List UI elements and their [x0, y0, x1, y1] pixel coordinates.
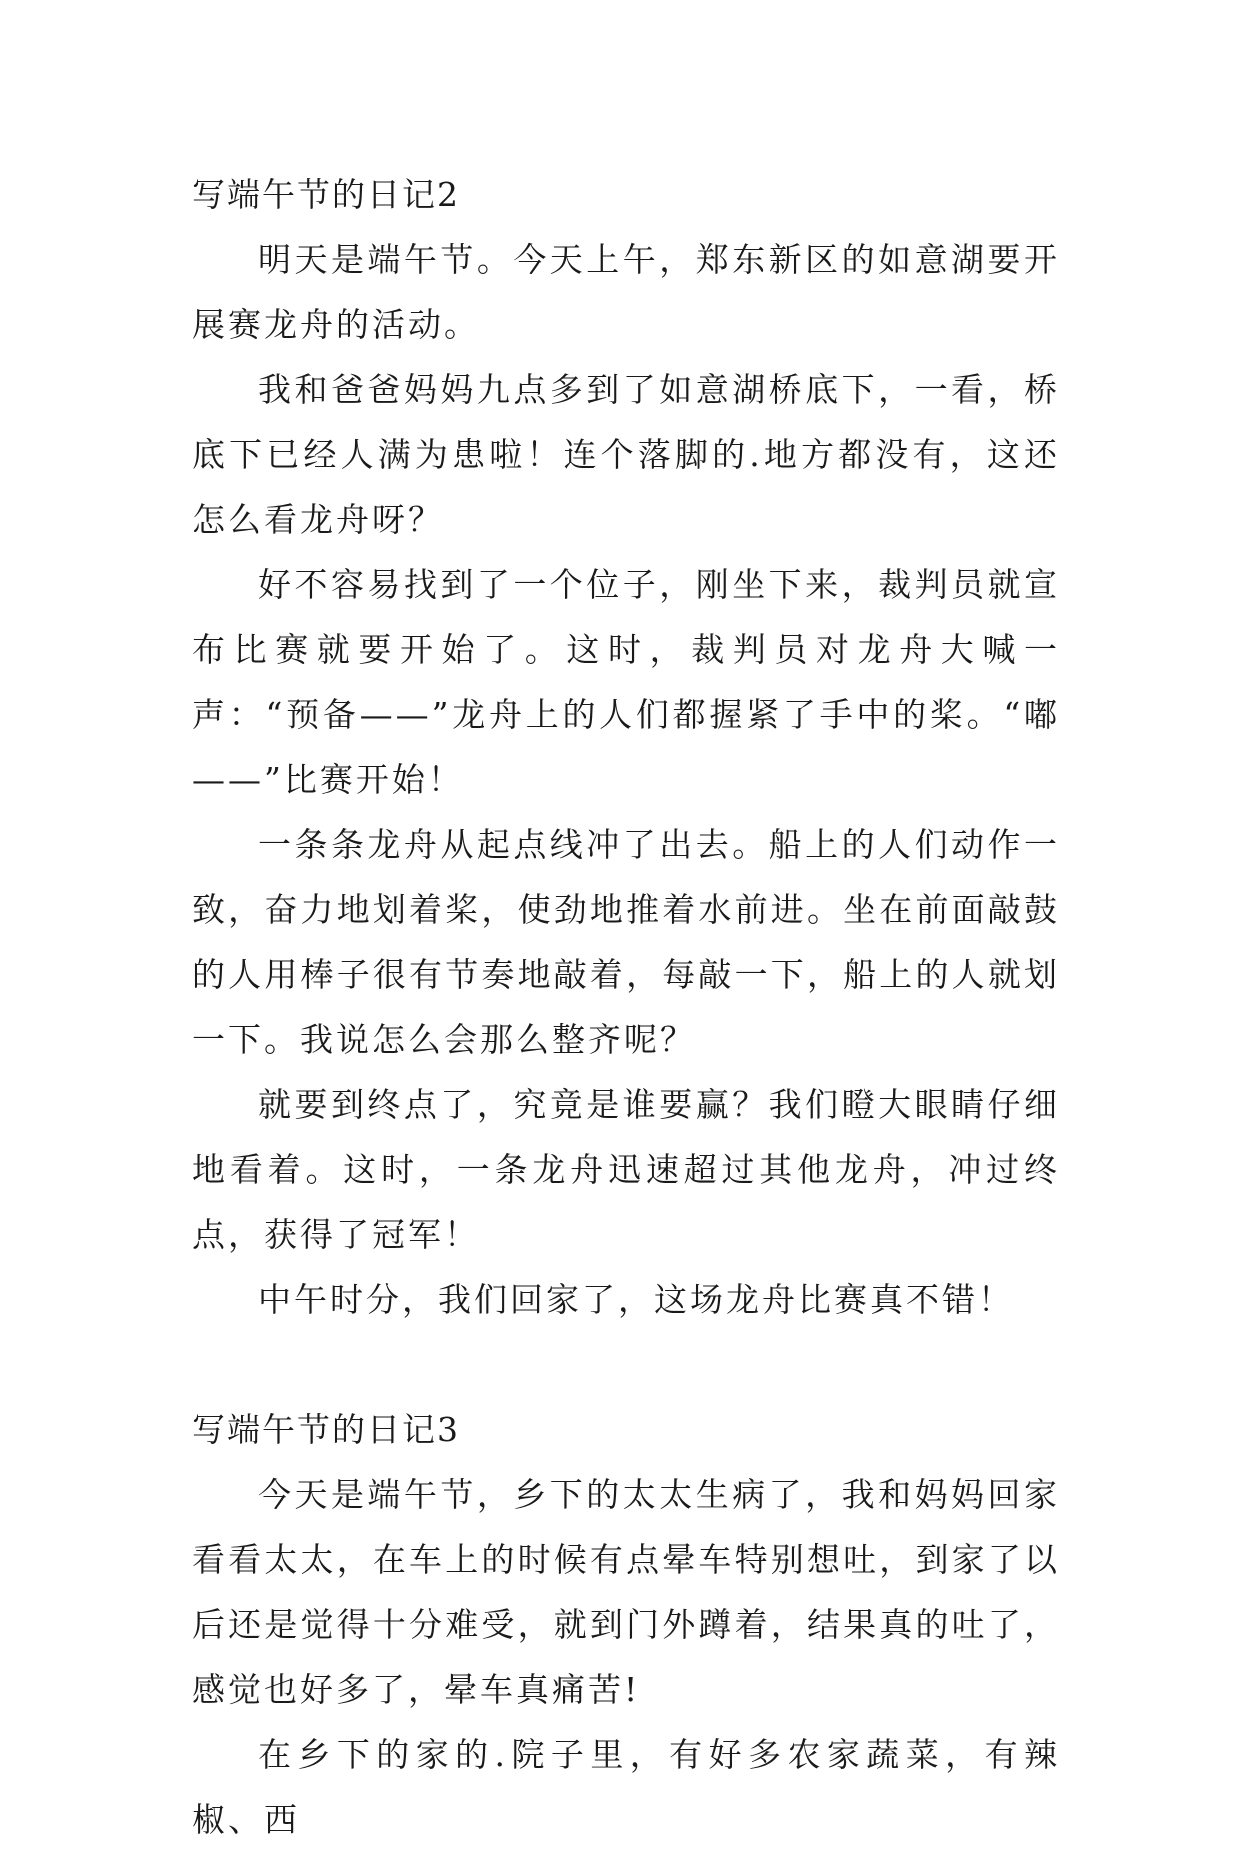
- paragraph: 我和爸爸妈妈九点多到了如意湖桥底下，一看，桥底下已经人满为患啦！连个落脚的.地方都没有，这还怎么看龙舟呀？: [192, 370, 1060, 539]
- diary-title: 写端午节的日记3: [192, 1410, 460, 1449]
- paragraph: 今天是端午节，乡下的太太生病了，我和妈妈回家看看太太，在车上的时候有点晕车特别想吐，到家了以后还是觉得十分难受，就到门外蹲着，结果真的吐了，感觉也好多了，晕车真痛苦!: [192, 1475, 1060, 1709]
- document-body: [192, 162, 1060, 1852]
- paragraph: 中午时分，我们回家了，这场龙舟比赛真不错！: [258, 1280, 1014, 1319]
- paragraph: 明天是端午节。今天上午，郑东新区的如意湖要开展赛龙舟的活动。: [192, 240, 1060, 344]
- paragraph: 一条条龙舟从起点线冲了出去。船上的人们动作一致，奋力地划着桨，使劲地推着水前进。坐在前面敲鼓的人用棒子很有节奏地敲着，每敲一下，船上的人就划一下。我说怎么会那么整齐呢？: [192, 825, 1060, 1059]
- paragraph: 就要到终点了，究竟是谁要赢？我们瞪大眼睛仔细地看着。这时，一条龙舟迅速超过其他龙舟，冲过终点，获得了冠军！: [192, 1085, 1060, 1254]
- paragraph: 在乡下的家的.院子里，有好多农家蔬菜，有辣椒、西: [192, 1735, 1060, 1839]
- section-divider: [192, 1332, 1060, 1397]
- diary-title: 写端午节的日记2: [192, 175, 460, 214]
- paragraph: 好不容易找到了一个位子，刚坐下来，裁判员就宣布比赛就要开始了。这时，裁判员对龙舟大喊一声：“预备——”龙舟上的人们都握紧了手中的桨。“嘟——”比赛开始！: [192, 565, 1060, 799]
